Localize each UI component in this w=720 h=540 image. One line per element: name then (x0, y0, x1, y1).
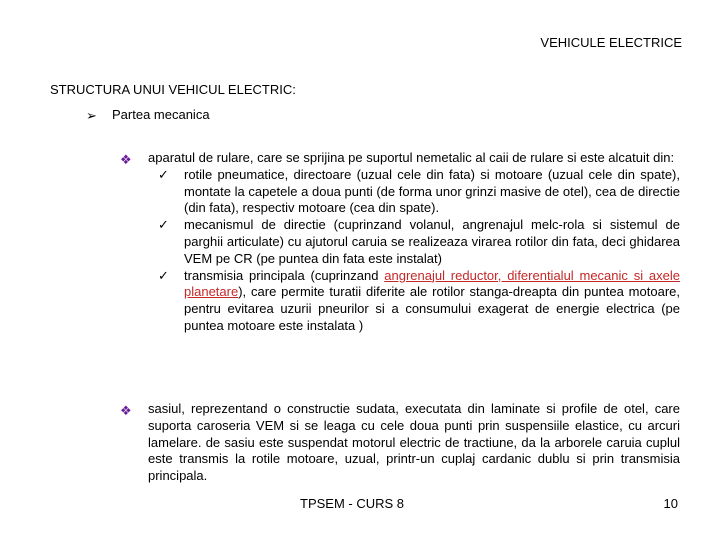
slide-header: VEHICULE ELECTRICE (540, 35, 682, 50)
highlighted-text: angrenajul reductor, diferentialul mecanic si axele planetare (184, 267, 680, 300)
diamond-bullet-icon: ❖ (120, 403, 132, 418)
page-number: 10 (663, 496, 678, 511)
diamond-bullet-icon: ❖ (120, 152, 132, 167)
checkmark-icon: ✓ (158, 267, 169, 283)
bullet-sasiul (120, 401, 680, 485)
footer-course: TPSEM - CURS 8 (300, 496, 405, 511)
subitem-text-before: transmisia principala (cuprinzand (184, 267, 385, 283)
subitem-transmisia (158, 267, 680, 335)
subitem-rotile (158, 166, 680, 217)
subitem-mecanismul (158, 217, 680, 267)
bullet-text: aparatul de rulare, care se sprijina pe suportul nemetalic al caii de rulare si este alcatuit din: (148, 150, 675, 165)
checkmark-icon: ✓ (158, 217, 169, 233)
level1-label: Partea mecanica (112, 107, 210, 122)
subitem-text: rotile pneumatice, directoare (uzual cele din fata) si motoare (uzual cele din spate), montate la capetele a doua punti (de forma unor grinzi masive de otel), cea de directie (din fata), respectiv motoare (cea din spate). (184, 166, 680, 216)
arrow-bullet-icon: ➢ (86, 108, 97, 123)
section-title: STRUCTURA UNUI VEHICUL ELECTRIC: (50, 82, 296, 97)
subitem-text: mecanismul de directie (cuprinzand volanul, angrenajul melc-rola si sistemul de parghii articulate) cu ajutorul caruia se realizeaza virarea rotilor din fata, deci ghidarea VEM pe CR (pe puntea din fata este instalat) (184, 217, 680, 266)
subitem-text-after: ), care permite turatii diferite ale rotilor stanga-dreapta din puntea motoare, pentru evitarea uzurii pneurilor si a consumului exagerat de energie electrica (pe puntea motoare este instalata ) (184, 284, 680, 333)
checkmark-icon: ✓ (158, 166, 169, 182)
bullet-text: sasiul, reprezentand o constructie sudata, executata din laminate si profile de otel, care suporta caroseria VEM si se leaga cu cele doua punti prin suspensiile elastice, cu arcuri lamelare. de sasiu este suspendat motorul electric de tractiune, da la arborele caruia cuplul este transmis la rotile motoare, uzual, printr-un cuplaj cardanic dublu si prin transmisia principala. (148, 401, 680, 484)
bullet-aparatul-de-rulare (120, 150, 680, 335)
